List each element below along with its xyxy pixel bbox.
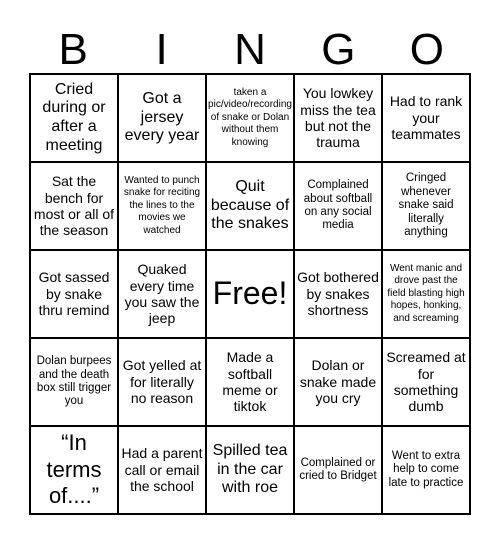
bingo-header	[29, 25, 471, 74]
bingo-cell[interactable]: Made a softball meme or tiktok	[206, 338, 294, 426]
header-letter-g: G	[321, 25, 356, 74]
bingo-cell[interactable]: Quit because of the snakes	[206, 162, 294, 250]
bingo-cell[interactable]: Dolan or snake made you cry	[294, 338, 382, 426]
bingo-cell[interactable]: Had to rank your teammates	[382, 74, 470, 162]
bingo-cell[interactable]: Screamed at for something dumb	[382, 338, 470, 426]
bingo-cell[interactable]: Dolan burpees and the death box still trigger you	[30, 338, 118, 426]
bingo-cell[interactable]: Had a parent call or email the school	[118, 426, 206, 514]
bingo-cell[interactable]: taken a pic/video/recording of snake or Dolan without them knowing	[206, 74, 294, 162]
bingo-cell[interactable]: Went to extra help to come late to practice	[382, 426, 470, 514]
bingo-cell[interactable]: “In terms of....”	[30, 426, 118, 514]
header-letter-b: B	[58, 25, 88, 74]
bingo-cell[interactable]: Complained about softball on any social media	[294, 162, 382, 250]
bingo-cell[interactable]: Wanted to punch snake for reciting the lines to the movies we watched	[118, 162, 206, 250]
bingo-cell[interactable]: Cried during or after a meeting	[30, 74, 118, 162]
bingo-cell[interactable]: Quaked every time you saw the jeep	[118, 250, 206, 338]
header-letter-i: I	[155, 25, 168, 74]
bingo-cell[interactable]: You lowkey miss the tea but not the trauma	[294, 74, 382, 162]
header-letter-o: O	[409, 25, 444, 74]
bingo-cell[interactable]: Got bothered by snakes shortness	[294, 250, 382, 338]
bingo-cell[interactable]: Cringed whenever snake said literally anything	[382, 162, 470, 250]
bingo-cell[interactable]: Got a jersey every year	[118, 74, 206, 162]
free-space-cell[interactable]: Free!	[206, 250, 294, 338]
bingo-cell[interactable]: Went manic and drove past the field blasting high hopes, honking, and screaming	[382, 250, 470, 338]
header-letter-n: N	[234, 25, 266, 74]
bingo-cell[interactable]: Complained or cried to Bridget	[294, 426, 382, 514]
bingo-board	[29, 73, 471, 515]
bingo-cell[interactable]: Spilled tea in the car with roe	[206, 426, 294, 514]
bingo-cell[interactable]: Got yelled at for literally no reason	[118, 338, 206, 426]
bingo-cell[interactable]: Sat the bench for most or all of the season	[30, 162, 118, 250]
bingo-cell[interactable]: Got sassed by snake thru remind	[30, 250, 118, 338]
